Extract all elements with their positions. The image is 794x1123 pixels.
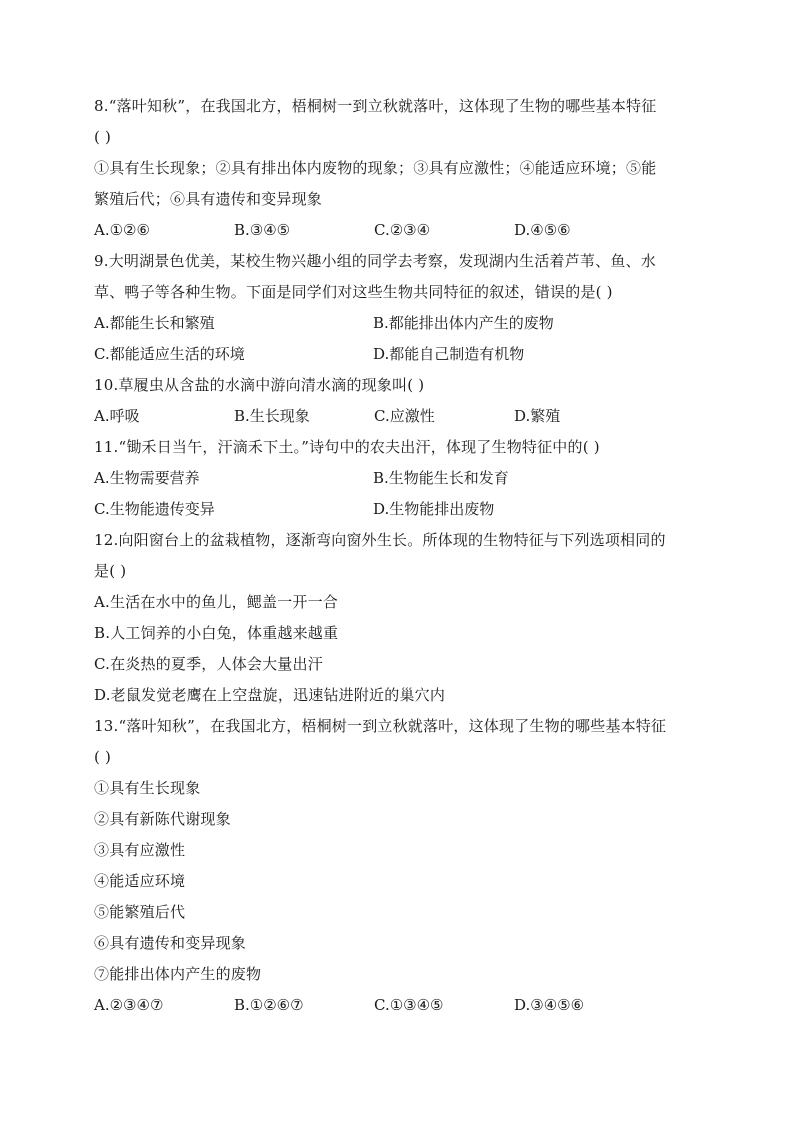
question-10-stem: 10.草履虫从含盐的水滴中游向清水滴的现象叫( ): [94, 376, 425, 394]
question-9-stem: 9.大明湖景色优美，某校生物兴趣小组的同学去考察，发现湖内生活着芦苇、鱼、水: [94, 252, 656, 270]
question-13-item-7: ⑦能排出体内产生的废物: [94, 965, 262, 983]
question-13-item-3: ③具有应激性: [94, 841, 186, 859]
question-13-item-1: ①具有生长现象: [94, 779, 201, 797]
option-c: C.在炎热的夏季，人体会大量出汗: [94, 655, 323, 673]
question-13-options: [94, 990, 704, 1021]
option-b: B.都能排出体内产生的废物: [373, 314, 554, 332]
question-8-options: [94, 215, 704, 246]
question-13-item-5: ⑤能繁殖后代: [94, 903, 186, 921]
exam-page: [94, 91, 704, 1021]
question-8-info-cont: 繁殖后代；⑥具有遗传和变异现象: [94, 190, 323, 208]
question-11-stem: 11.“锄禾日当午，汗滴禾下土。”诗句中的农夫出汗，体现了生物特征中的( ): [94, 438, 600, 456]
option-c: C.①③④⑤: [374, 996, 444, 1014]
option-a: A.①②⑥: [94, 221, 150, 239]
question-11-options-row-2: [94, 494, 704, 525]
question-9: [94, 246, 704, 370]
option-b: B.人工饲养的小白兔，体重越来越重: [94, 624, 339, 642]
option-d: D.老鼠发觉老鹰在上空盘旋，迅速钻进附近的巢穴内: [94, 686, 446, 704]
option-a: A.②③④⑦: [94, 996, 164, 1014]
question-8: [94, 91, 704, 246]
question-13-stem-cont: ( ): [94, 748, 112, 766]
question-12-stem-cont: 是( ): [94, 562, 127, 580]
option-c: C.都能适应生活的环境: [94, 345, 245, 363]
question-11: [94, 432, 704, 525]
question-9-options-row-1: [94, 308, 704, 339]
option-a: A.生活在水中的鱼儿，鳃盖一开一合: [94, 593, 339, 611]
option-a: A.都能生长和繁殖: [94, 314, 215, 332]
option-c: C.②③④: [374, 221, 431, 239]
question-10: [94, 370, 704, 432]
question-13-item-2: ②具有新陈代谢现象: [94, 810, 231, 828]
option-b: B.③④⑤: [234, 221, 291, 239]
option-b: B.生长现象: [234, 407, 310, 425]
option-d: D.都能自己制造有机物: [373, 345, 525, 363]
question-8-stem: 8.“落叶知秋”，在我国北方，梧桐树一到立秋就落叶，这体现了生物的哪些基本特征: [94, 97, 657, 115]
option-d: D.④⑤⑥: [514, 221, 571, 239]
question-10-options: [94, 401, 704, 432]
question-13-item-6: ⑥具有遗传和变异现象: [94, 934, 247, 952]
question-13-stem: 13.“落叶知秋”，在我国北方，梧桐树一到立秋就落叶，这体现了生物的哪些基本特征: [94, 717, 667, 735]
question-12: [94, 525, 704, 711]
option-a: A.生物需要营养: [94, 469, 200, 487]
option-c: C.应激性: [374, 407, 435, 425]
option-b: B.生物能生长和发育: [373, 469, 509, 487]
question-8-info: ①具有生长现象；②具有排出体内废物的现象；③具有应激性；④能适应环境；⑤能: [94, 159, 657, 177]
option-b: B.①②⑥⑦: [234, 996, 304, 1014]
option-d: D.生物能排出废物: [373, 500, 495, 518]
question-11-options-row-1: [94, 463, 704, 494]
question-8-stem-cont: ( ): [94, 128, 112, 146]
question-9-options-row-2: [94, 339, 704, 370]
question-13: [94, 711, 704, 1021]
question-13-item-4: ④能适应环境: [94, 872, 186, 890]
question-12-stem: 12.向阳窗台上的盆栽植物，逐渐弯向窗外生长。所体现的生物特征与下列选项相同的: [94, 531, 666, 549]
option-d: D.繁殖: [514, 407, 561, 425]
question-9-stem-cont: 草、鸭子等各种生物。下面是同学们对这些生物共同特征的叙述，错误的是( ): [94, 283, 613, 301]
option-c: C.生物能遗传变异: [94, 500, 215, 518]
option-d: D.③④⑤⑥: [514, 996, 585, 1014]
option-a: A.呼吸: [94, 407, 140, 425]
